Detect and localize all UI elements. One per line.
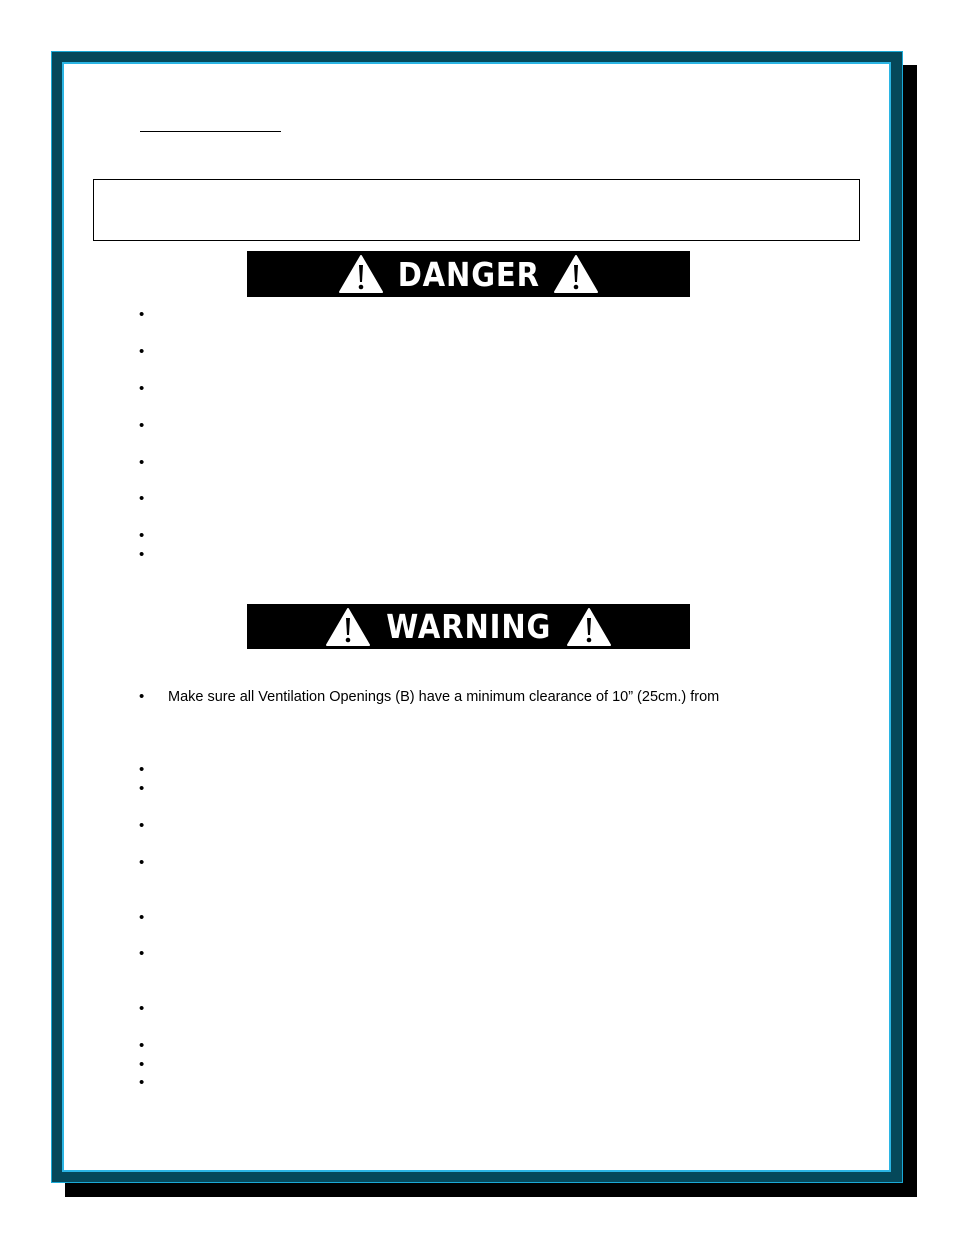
warning-bullet: • bbox=[139, 1074, 145, 1091]
warning-bullet: • bbox=[139, 854, 145, 871]
danger-label: DANGER bbox=[397, 254, 540, 294]
warning-banner bbox=[247, 604, 690, 649]
warning-bullet: • bbox=[139, 780, 145, 797]
danger-bullet: • bbox=[139, 527, 145, 544]
warning-triangle-icon bbox=[338, 254, 384, 294]
danger-bullet: • bbox=[139, 490, 145, 507]
warning-bullet: • bbox=[139, 688, 145, 705]
danger-bullet: • bbox=[139, 343, 145, 360]
warning-triangle-icon bbox=[325, 607, 371, 647]
danger-banner bbox=[247, 251, 690, 297]
danger-bullet: • bbox=[139, 306, 145, 323]
warning-bullet: • bbox=[139, 909, 145, 926]
warning-triangle-icon bbox=[566, 607, 612, 647]
warning-bullet: • bbox=[139, 1000, 145, 1017]
notice-box bbox=[93, 179, 860, 241]
ventilation-clearance-text: Make sure all Ventilation Openings (B) have a minimum clearance of 10” (25cm.) from bbox=[168, 689, 720, 705]
danger-bullet: • bbox=[139, 546, 145, 563]
warning-bullet: • bbox=[139, 817, 145, 834]
section-title-underline bbox=[140, 131, 281, 132]
warning-bullet: • bbox=[139, 1056, 145, 1073]
warning-bullet: • bbox=[139, 1037, 145, 1054]
danger-bullet: • bbox=[139, 380, 145, 397]
warning-triangle-icon bbox=[553, 254, 599, 294]
danger-bullet: • bbox=[139, 454, 145, 471]
warning-bullet: • bbox=[139, 945, 145, 962]
danger-bullet: • bbox=[139, 417, 145, 434]
warning-bullet: • bbox=[139, 761, 145, 778]
warning-label: WARNING bbox=[386, 607, 551, 646]
